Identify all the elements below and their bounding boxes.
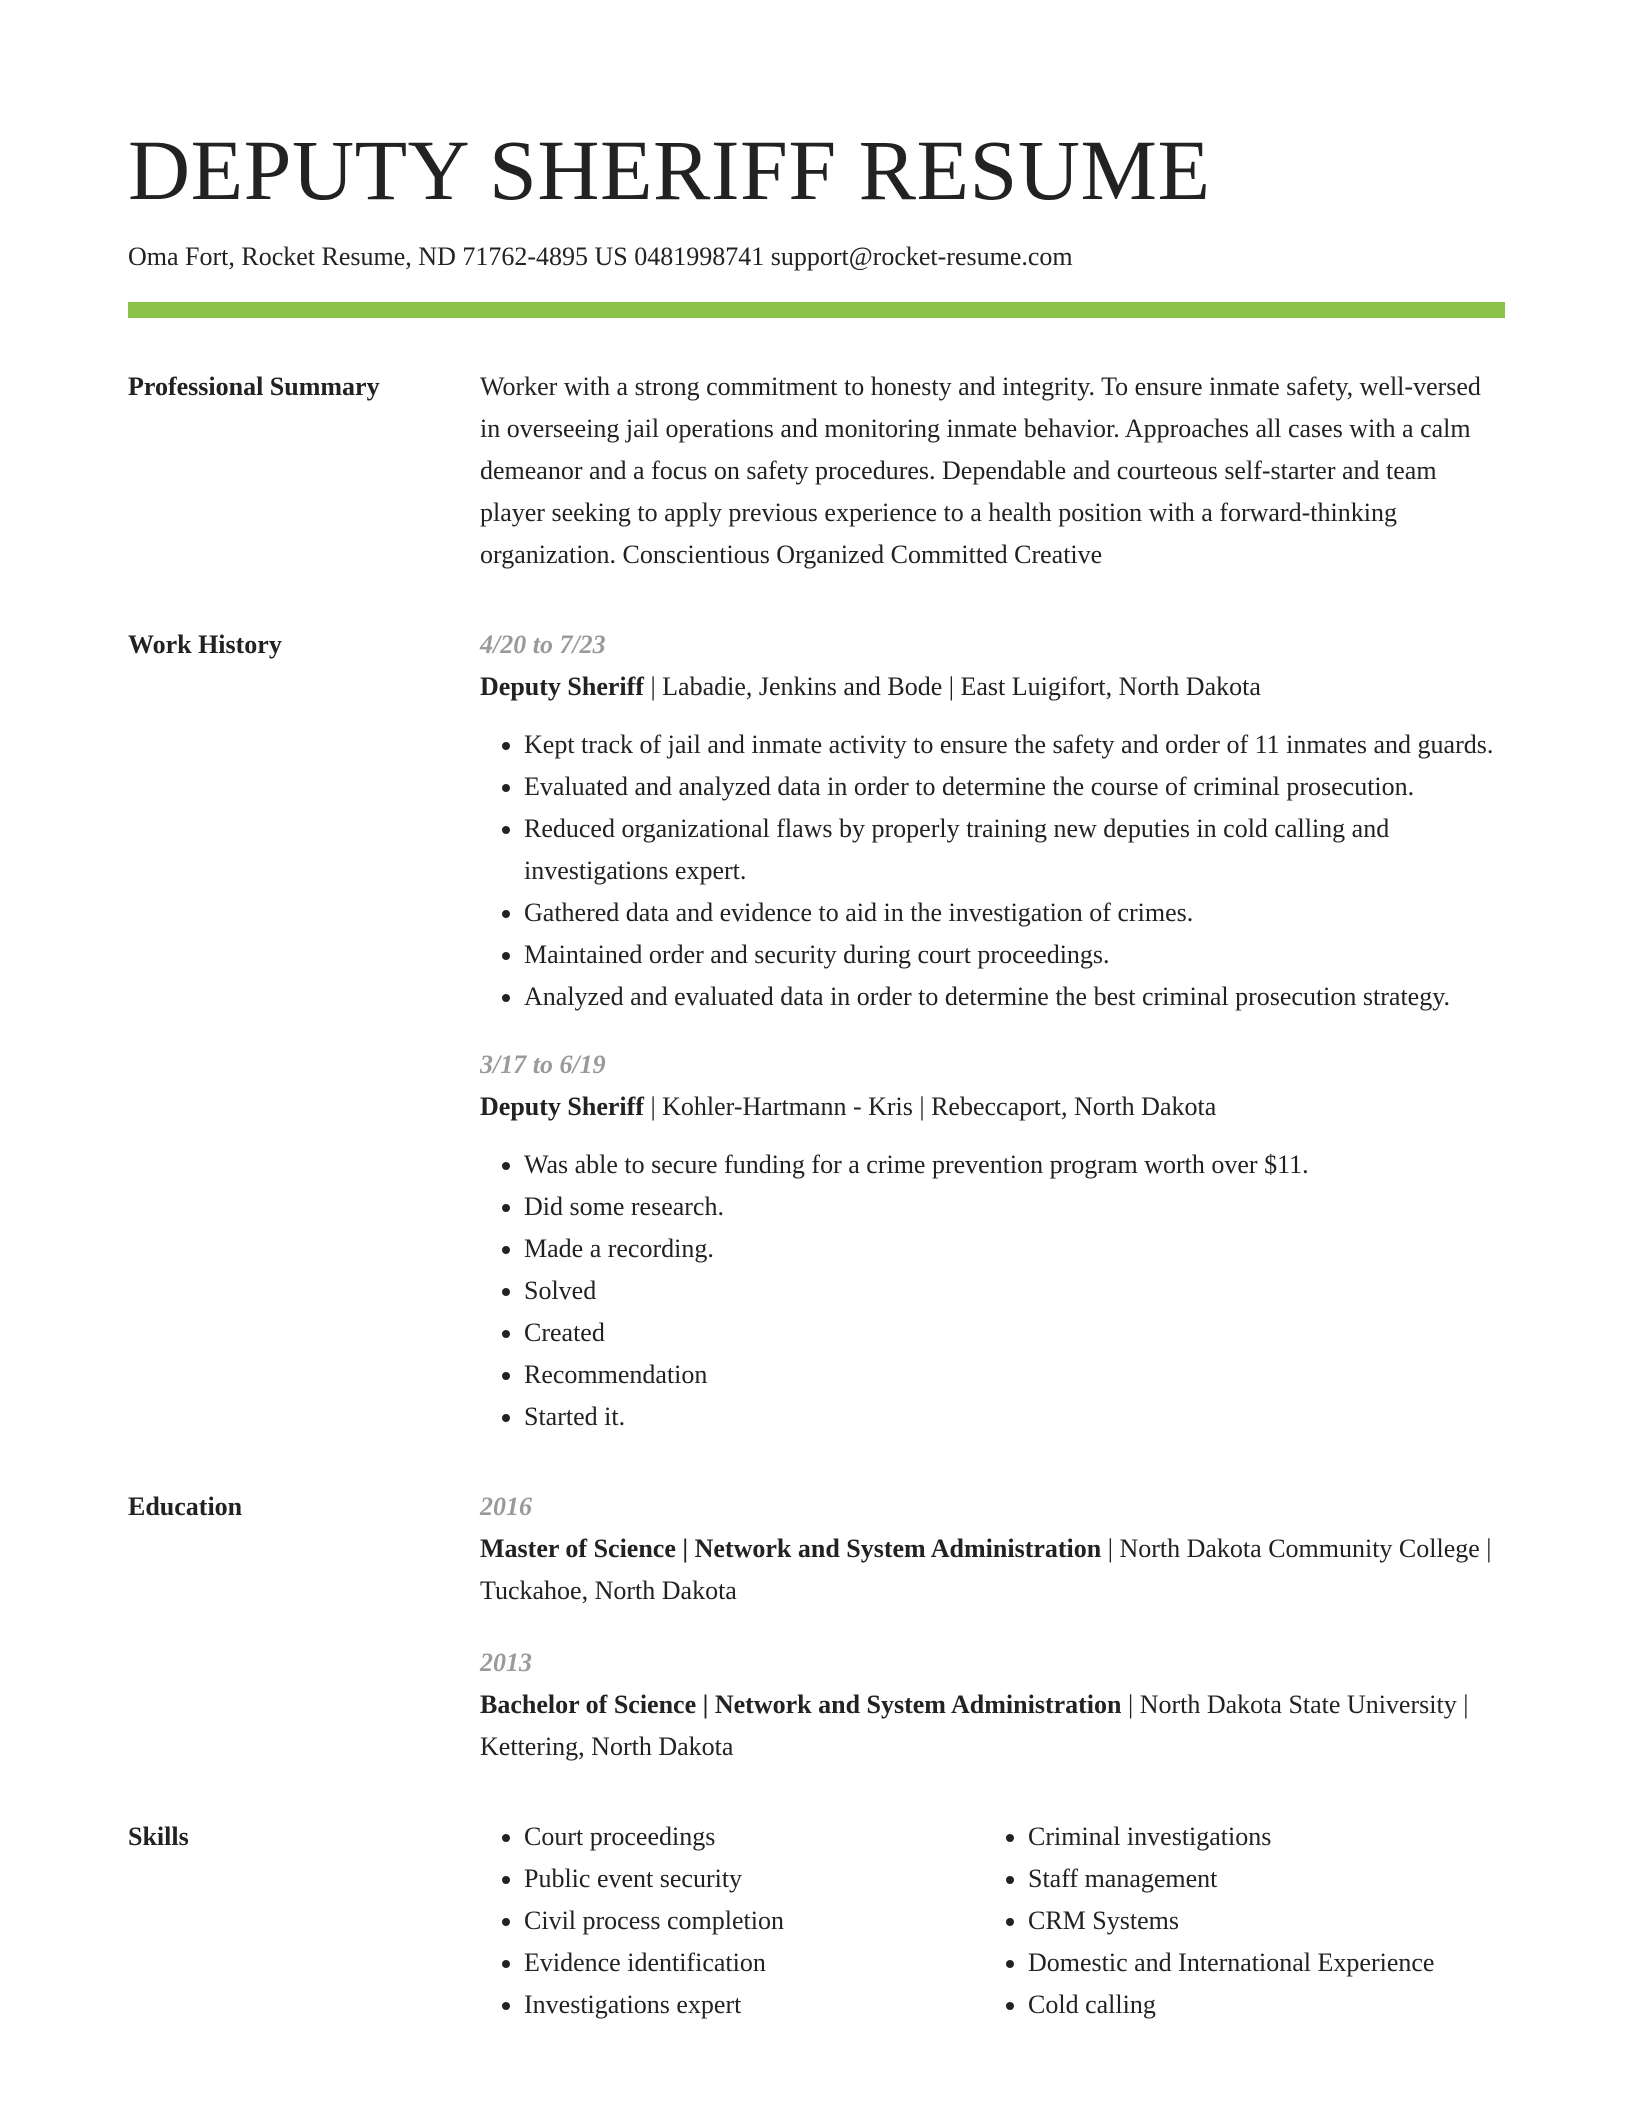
skill-item: • Cold calling	[1028, 1984, 1488, 2026]
resume-page	[128, 118, 1505, 2026]
job-bullet: • Started it.	[524, 1396, 1505, 1438]
education-date: 2013	[480, 1648, 532, 1677]
education-details: | North Dakota State University | Kettering, North Dakota	[480, 1690, 1469, 1761]
skill-item: • Civil process completion	[524, 1900, 984, 1942]
skills-columns	[480, 1816, 1505, 2026]
job-bullets	[480, 1144, 1505, 1438]
job-bullet: • Recommendation	[524, 1354, 1505, 1396]
skill-item: • Staff management	[1028, 1858, 1488, 1900]
skill-item: • Criminal investigations	[1028, 1816, 1488, 1858]
job-role: Deputy Sheriff	[480, 1092, 644, 1121]
section-label-summary: Professional Summary	[128, 372, 380, 401]
skills-list-right	[984, 1816, 1488, 2026]
section-label-work-history: Work History	[128, 630, 282, 659]
education-details: | North Dakota Community College | Tuckahoe, North Dakota	[480, 1534, 1492, 1605]
job-details: | Kohler-Hartmann - Kris | Rebeccaport, North Dakota	[643, 1092, 1217, 1121]
skill-item: • Investigations expert	[524, 1984, 984, 2026]
work-history-section	[128, 624, 1505, 1438]
skill-item: • CRM Systems	[1028, 1900, 1488, 1942]
skills-section	[128, 1816, 1505, 2026]
job-date: 4/20 to 7/23	[480, 630, 606, 659]
education-section	[128, 1486, 1505, 1768]
skill-item: • Court proceedings	[524, 1816, 984, 1858]
job-bullet: • Was able to secure funding for a crime prevention program worth over $11.	[524, 1144, 1505, 1186]
job-date: 3/17 to 6/19	[480, 1050, 606, 1079]
job-bullet: • Solved	[524, 1270, 1505, 1312]
header-divider	[128, 302, 1505, 318]
section-label-skills: Skills	[128, 1822, 189, 1851]
summary-section	[128, 366, 1505, 576]
job-bullet: • Made a recording.	[524, 1228, 1505, 1270]
job-entry	[480, 1044, 1505, 1438]
contact-line: Oma Fort, Rocket Resume, ND 71762-4895 US 0481998741 support@rocket-resume.com	[128, 242, 1073, 271]
job-details: | Labadie, Jenkins and Bode | East Luigifort, North Dakota	[643, 672, 1261, 701]
job-bullet: • Kept track of jail and inmate activity to ensure the safety and order of 11 inmates and guards.	[524, 724, 1505, 766]
education-degree: Master of Science | Network and System Administration	[480, 1534, 1102, 1563]
job-title-line	[480, 666, 1505, 708]
job-bullet: • Did some research.	[524, 1186, 1505, 1228]
job-bullet: • Maintained order and security during court proceedings.	[524, 934, 1505, 976]
job-role: Deputy Sheriff	[480, 672, 644, 701]
resume-title: DEPUTY SHERIFF RESUME	[128, 122, 1211, 218]
job-bullet: • Gathered data and evidence to aid in the investigation of crimes.	[524, 892, 1505, 934]
job-bullet: • Reduced organizational flaws by properly training new deputies in cold calling and investigations expert.	[524, 808, 1505, 892]
education-line	[480, 1684, 1505, 1768]
skill-item: • Evidence identification	[524, 1942, 984, 1984]
skills-list-left	[480, 1816, 984, 2026]
education-entry	[480, 1642, 1505, 1768]
job-bullets	[480, 724, 1505, 1018]
job-bullet: • Evaluated and analyzed data in order to determine the course of criminal prosecution.	[524, 766, 1505, 808]
job-entry	[480, 624, 1505, 1018]
skill-item: • Public event security	[524, 1858, 984, 1900]
education-line	[480, 1528, 1505, 1612]
summary-text: Worker with a strong commitment to honesty and integrity. To ensure inmate safety, well-versed in overseeing jail operations and monitoring inmate behavior. Approaches all cases with a calm demeanor and a focus on safety procedures. Dependable and courteous self-starter and team player seeking to apply previous experience to a health position with a forward-thinking organization. Conscientious Organized Committed Creative	[480, 372, 1481, 569]
education-entry	[480, 1486, 1505, 1612]
job-title-line	[480, 1086, 1505, 1128]
job-bullet: • Analyzed and evaluated data in order to determine the best criminal prosecution strategy.	[524, 976, 1505, 1018]
education-date: 2016	[480, 1492, 532, 1521]
education-degree: Bachelor of Science | Network and System Administration	[480, 1690, 1122, 1719]
section-label-education: Education	[128, 1492, 243, 1521]
skill-item: • Domestic and International Experience	[1028, 1942, 1488, 1984]
job-bullet: • Created	[524, 1312, 1505, 1354]
